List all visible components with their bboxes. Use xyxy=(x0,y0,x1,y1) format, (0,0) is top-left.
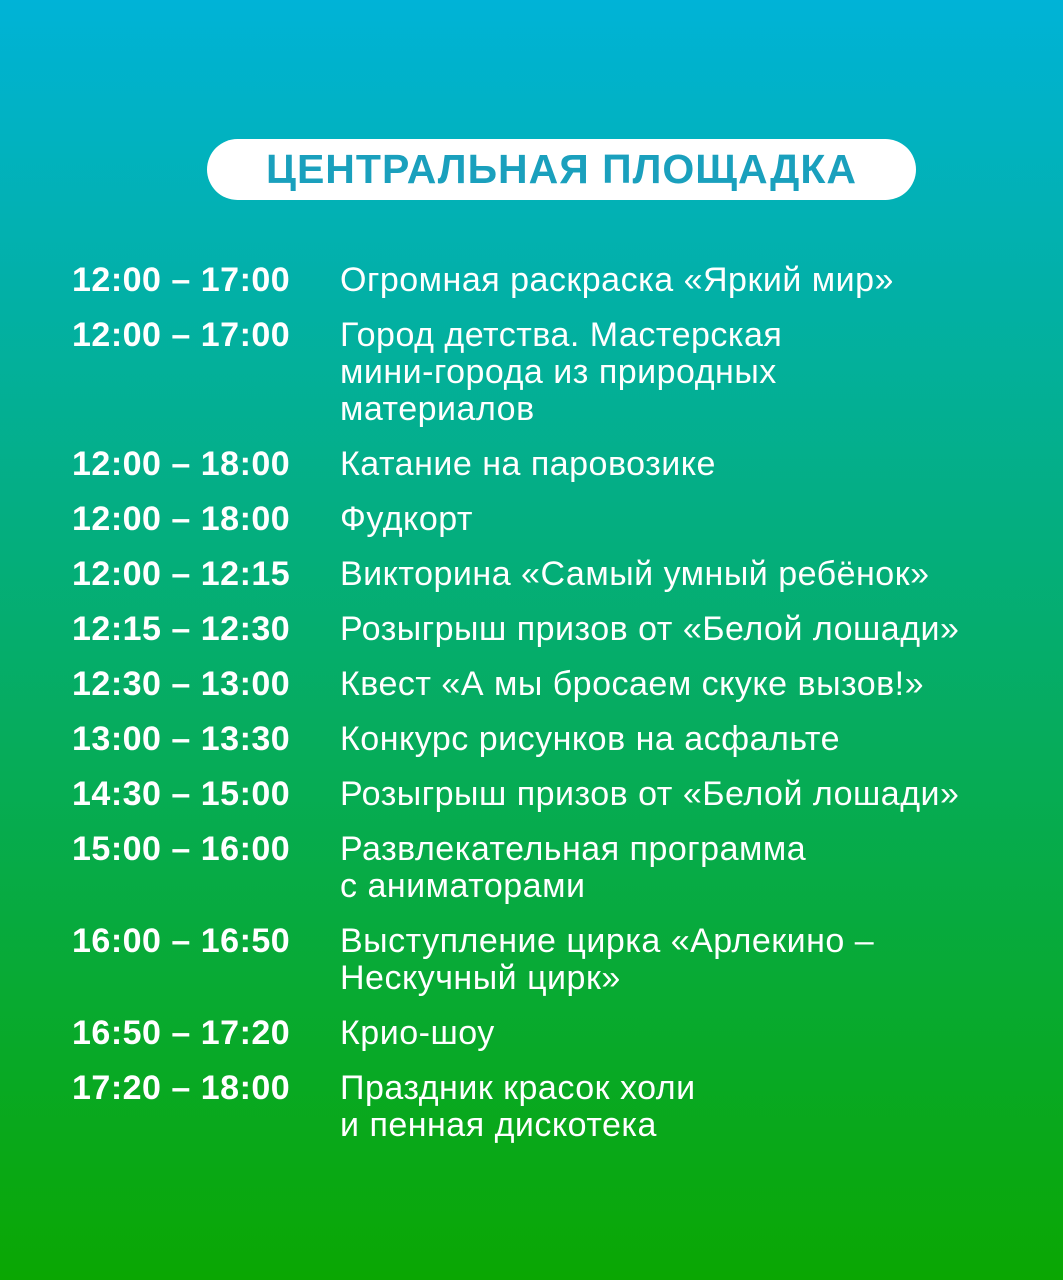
event-title-line: Крио-шоу xyxy=(340,1014,495,1052)
event-title-line: мини-города из природных xyxy=(340,353,777,391)
event-title-line: Розыгрыш призов от «Белой лошади» xyxy=(340,775,960,813)
schedule-row xyxy=(72,776,1023,813)
page-title: ЦЕНТРАЛЬНАЯ ПЛОЩАДКА xyxy=(266,146,857,192)
event-title-line: Катание на паровозике xyxy=(340,445,716,483)
event-title-line: Праздник красок холи xyxy=(340,1069,696,1107)
event-title-line: Викторина «Самый умный ребёнок» xyxy=(340,555,930,593)
event-time: 12:00 – 17:00 xyxy=(72,261,291,299)
event-title-line: Фудкорт xyxy=(340,500,473,538)
event-title xyxy=(340,446,716,483)
schedule-row xyxy=(72,556,1023,593)
event-title xyxy=(340,1015,495,1052)
event-title-line: Розыгрыш призов от «Белой лошади» xyxy=(340,610,960,648)
event-time: 12:00 – 12:15 xyxy=(72,555,291,593)
event-time: 12:00 – 18:00 xyxy=(72,445,291,483)
schedule-row xyxy=(72,611,1023,648)
event-time: 15:00 – 16:00 xyxy=(72,830,291,868)
schedule-row xyxy=(72,1070,1023,1144)
event-time: 12:00 – 17:00 xyxy=(72,316,291,354)
event-time: 12:00 – 18:00 xyxy=(72,500,291,538)
event-time: 14:30 – 15:00 xyxy=(72,775,291,813)
event-title xyxy=(340,923,874,997)
event-title xyxy=(340,317,782,428)
event-title-line: Нескучный цирк» xyxy=(340,959,621,997)
event-title xyxy=(340,666,924,703)
schedule-row xyxy=(72,501,1023,538)
event-time: 16:50 – 17:20 xyxy=(72,1014,291,1052)
event-time: 12:30 – 13:00 xyxy=(72,665,291,703)
schedule-row xyxy=(72,262,1023,299)
event-time: 13:00 – 13:30 xyxy=(72,720,291,758)
event-title xyxy=(340,611,959,648)
event-title-line: Конкурс рисунков на асфальте xyxy=(340,720,840,758)
event-title-line: и пенная дискотека xyxy=(340,1106,657,1144)
event-time: 12:15 – 12:30 xyxy=(72,610,291,648)
title-pill xyxy=(207,139,916,200)
event-title xyxy=(340,501,473,538)
event-time: 17:20 – 18:00 xyxy=(72,1069,291,1107)
schedule-list xyxy=(72,262,1023,1144)
event-title-line: Квест «А мы бросаем скуке вызов!» xyxy=(340,665,925,703)
schedule-row xyxy=(72,446,1023,483)
event-title-line: с аниматорами xyxy=(340,867,586,905)
event-title xyxy=(340,721,840,758)
event-title-line: Выступление цирка «Арлекино – xyxy=(340,922,875,960)
event-title xyxy=(340,556,930,593)
schedule-row xyxy=(72,831,1023,905)
event-title xyxy=(340,1070,696,1144)
event-title xyxy=(340,776,959,813)
event-title-line: Город детства. Мастерская xyxy=(340,316,783,354)
event-title-line: Огромная раскраска «Яркий мир» xyxy=(340,261,894,299)
schedule-row xyxy=(72,721,1023,758)
schedule-row xyxy=(72,317,1023,428)
schedule-row xyxy=(72,1015,1023,1052)
event-title-line: Развлекательная программа xyxy=(340,830,807,868)
event-time: 16:00 – 16:50 xyxy=(72,922,291,960)
event-title xyxy=(340,831,806,905)
schedule-row xyxy=(72,666,1023,703)
event-title xyxy=(340,262,894,299)
event-title-line: материалов xyxy=(340,390,535,428)
schedule-row xyxy=(72,923,1023,997)
